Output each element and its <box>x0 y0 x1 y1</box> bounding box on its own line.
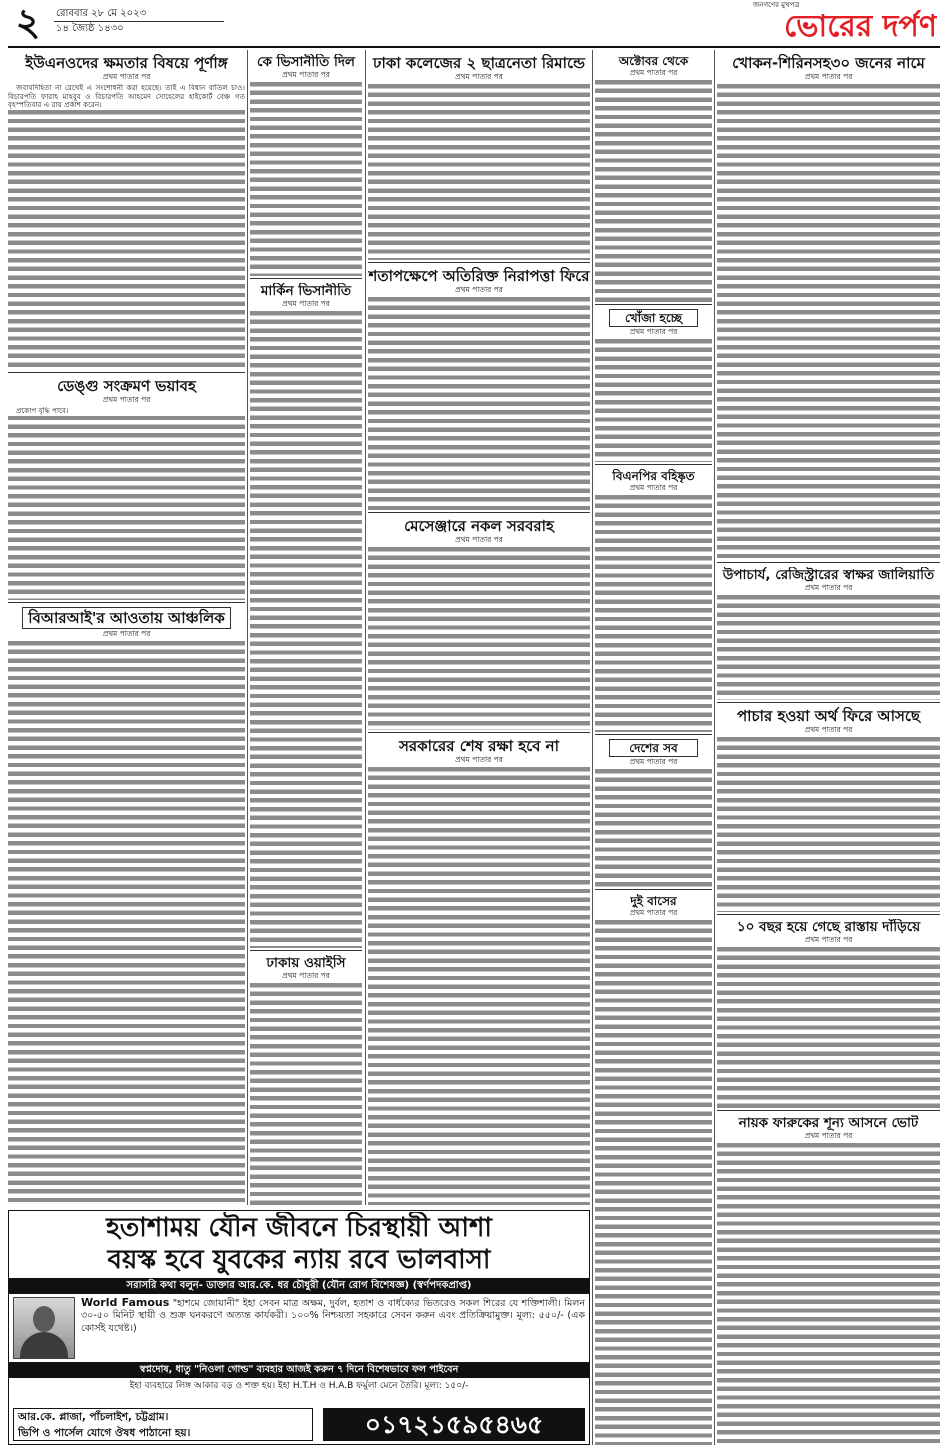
article-dengue <box>8 372 245 600</box>
continued-label: প্রথম পাতার পর <box>629 908 678 918</box>
article-laundered-money <box>717 702 940 912</box>
ad-delivery: ভিপি ও পার্সেল যোগে ঔষধ পাঠানো হয়। <box>18 1427 191 1439</box>
continued-label: প্রথম পাতার পর <box>804 583 853 593</box>
article-body <box>368 84 590 260</box>
headline: ১০ বছর হয়ে গেছে রাস্তায় দাঁড়িয়ে <box>736 919 921 935</box>
article-lead: প্রকোপ বৃদ্ধি পাবে। <box>8 407 245 416</box>
article-farooq-seat-vote <box>717 1110 940 1445</box>
ad-product-description: "হাশমে জোয়ানী" ইহা সেবন মাত্র অক্ষম, দুর্বল, হতাশ ও বার্ধক্যের ভিতরেও সকল শিরের যে শক্তিশালী। মিলন ৩০-৫০ মিনিট স্থায়ী ও শুক্র ঘনকরণে অত্যন্ত কার্যকরী। ১০০% নিশ্চয়তা সহকারে সেবন করুন এবং প্রতিক্রিয়ামুক্ত। মূল্য: ৫৫০/- (এক কোর্সই যথেষ্ট।) <box>81 1298 585 1334</box>
headline: ঢাকা কলেজের ২ ছাত্রনেতা রিমান্ডে <box>373 54 585 72</box>
article-body <box>8 84 245 370</box>
continued-label: প্রথম পাতার পর <box>102 395 151 404</box>
headline: অক্টোবর থেকে <box>618 54 689 68</box>
article-body <box>250 82 362 276</box>
article-government-no-escape <box>368 732 590 1205</box>
headline: শতাপক্ষেপে অতিরিক্ত নিরাপত্তা ফিরে <box>368 267 590 285</box>
article-body <box>250 983 362 1205</box>
continued-label: প্রথম পাতার পর <box>804 725 853 734</box>
article-body <box>595 495 712 732</box>
article-bri <box>8 602 245 1205</box>
masthead-logo <box>747 1 937 45</box>
headline: ঢাকায় ওয়াইসি <box>266 955 346 971</box>
ad-address-box <box>13 1408 313 1441</box>
column-divider <box>247 50 248 1205</box>
article-body <box>595 769 712 887</box>
doctor-photo <box>13 1297 75 1359</box>
continued-label: প্রথম পাতার পর <box>804 935 853 945</box>
headline: বিআরআই'র আওতায় আঞ্চলিক <box>22 607 231 629</box>
article-body <box>595 80 712 302</box>
article-body <box>368 547 590 730</box>
column-divider <box>365 50 366 1205</box>
photo-head-shape <box>33 1306 55 1332</box>
article-bnp-expelled <box>595 464 712 732</box>
headline: উপাচার্য, রেজিস্ট্রারের স্বাক্ষর জালিয়াতি <box>722 567 935 583</box>
article-dhaka-wasa <box>250 950 362 1205</box>
article-body <box>8 641 245 1205</box>
headline: মেসেঞ্জারে নকল সরবরাহ <box>404 517 554 535</box>
ad-title-1: হতাশাময় যৌন জীবনে চিরস্থায়ী আশা <box>106 1213 492 1243</box>
ad-product-text <box>81 1297 585 1359</box>
headline: মার্কিন ভিসানীতি <box>260 283 352 299</box>
column-divider <box>714 50 715 1445</box>
article-being-searched <box>595 304 712 462</box>
article-from-october <box>595 50 712 302</box>
continued-label: প্রথম পাতার পর <box>804 72 853 81</box>
headline: ডেঙ্গু সংক্রমণ ভয়াবহ <box>57 377 196 395</box>
headline: দুই বাসের <box>630 894 677 908</box>
article-body <box>595 339 712 462</box>
article-body <box>717 595 940 700</box>
ad-product-brand: World Famous <box>81 1297 170 1309</box>
continued-label: প্রথম পাতার পর <box>455 285 503 294</box>
article-ten-years-street <box>717 914 940 1108</box>
headline: খোকন-শিরিনসহ৩০ জনের নামে <box>732 54 925 72</box>
article-dhaka-college-remand <box>368 50 590 260</box>
ad-offer-text: ইহা ব্যবহারে লিঙ্গ আকার বড় ও শক্ত হয়। ইহা H.T.H ও H.A.B ফর্মুলা মেনে তৈরি। মূল্য: ১৫০/- <box>129 1381 469 1391</box>
continued-label: প্রথম পাতার পর <box>282 971 330 981</box>
article-us-visa-policy <box>250 278 362 948</box>
headline: কে ভিসানীতি দিল <box>256 54 355 70</box>
continued-label: প্রথম পাতার পর <box>629 757 678 767</box>
issue-bangla-date: ১৪ জ্যৈষ্ঠ ১৪৩০ <box>56 23 124 34</box>
advertisement <box>8 1210 590 1445</box>
continued-label: প্রথম পাতার পর <box>282 70 330 80</box>
issue-date: রোববার ২৮ মে ২০২৩ <box>54 7 224 22</box>
article-visa-policy-who <box>250 50 362 276</box>
ad-title-2: বয়স্ক হবে যুবকের ন্যায় রবে ভালবাসা <box>107 1245 491 1275</box>
continued-label: প্রথম পাতার পর <box>455 755 503 764</box>
headline: পাচার হওয়া অর্থ ফিরে আসছে <box>737 707 920 725</box>
headline: বিএনপির বহিষ্কৃত <box>612 469 695 483</box>
article-body <box>717 737 940 912</box>
continued-label: প্রথম পাতার পর <box>455 72 503 81</box>
ad-address: আর.কে. প্লাজা, পাঁচলাইশ, চট্টগ্রাম। <box>18 1411 169 1423</box>
logo-tagline: জনগণের মুখপত্র <box>753 1 800 9</box>
continued-label: প্রথম পাতার পর <box>629 68 678 78</box>
article-khokon-shirin-case <box>717 50 940 560</box>
continued-label: প্রথম পাতার পর <box>455 535 503 544</box>
header-rule <box>8 46 940 48</box>
continued-label: প্রথম পাতার পর <box>629 483 678 493</box>
article-body <box>250 311 362 948</box>
headline: ইউএনওদের ক্ষমতার বিষয়ে পূর্ণাঙ্গ <box>25 54 228 72</box>
article-signature-forgery <box>717 562 940 700</box>
headline: সরকারের শেষ রক্ষা হবে না <box>399 737 559 755</box>
article-two-buses <box>595 889 712 1445</box>
issue-dates <box>54 7 224 36</box>
article-body <box>717 1143 940 1445</box>
ad-offer-bar: স্বপ্নদোষ, ধাতু "নিওলা গোল্ড" ব্যবহার আজই করুন ৭ দিনে বিশেষভাবে ফল পাইবেন <box>9 1362 589 1378</box>
logo-name: ভোরের দর্পণ <box>784 10 937 44</box>
continued-label: প্রথম পাতার পর <box>629 327 678 337</box>
article-extra-security <box>368 262 590 510</box>
article-body <box>717 84 940 560</box>
continued-label: প্রথম পাতার পর <box>282 299 330 309</box>
headline: দেশের সব <box>609 739 698 757</box>
continued-label: প্রথম পাতার পর <box>102 629 151 638</box>
photo-shoulders-shape <box>20 1332 68 1359</box>
article-body <box>717 947 940 1108</box>
headline: খোঁজা হচ্ছে <box>609 309 698 327</box>
article-all-of-country <box>595 734 712 887</box>
article-body <box>368 767 590 1205</box>
article-body <box>595 920 712 1445</box>
ad-contact-bar: সরাসরি কথা বলুন- ডাক্তার আর.কে. ধর চৌধুরী (যৌন রোগ বিশেষজ্ঞ) (স্বর্ণপদকপ্রাপ্ত) <box>9 1278 589 1294</box>
column-divider <box>592 50 593 1445</box>
article-uno-powers <box>8 50 245 370</box>
article-lead: জবাবদিহিতা না রেখেই এ সংশোধনী করা হয়েছে। তাই এ বিধান বাতিল চাও। বিচারপতি ফারাহ মাহবুব ও বিচারপতি আহমেদ সোহেলের হাইকোর্ট বেঞ্চ গত বৃহস্পতিবার এ রায় প্রকাশ করেন। <box>8 84 245 110</box>
page-number: ২ <box>15 0 41 44</box>
ad-phone-number: ০১৭২১৫৯৫৪৬৫ <box>323 1408 585 1441</box>
continued-label: প্রথম পাতার পর <box>804 1131 853 1141</box>
article-messenger-copying <box>368 512 590 730</box>
article-body <box>8 407 245 600</box>
continued-label: প্রথম পাতার পর <box>102 72 151 81</box>
article-body <box>368 297 590 510</box>
headline: নায়ক ফারুকের শূন্য আসনে ভোট <box>738 1115 919 1131</box>
